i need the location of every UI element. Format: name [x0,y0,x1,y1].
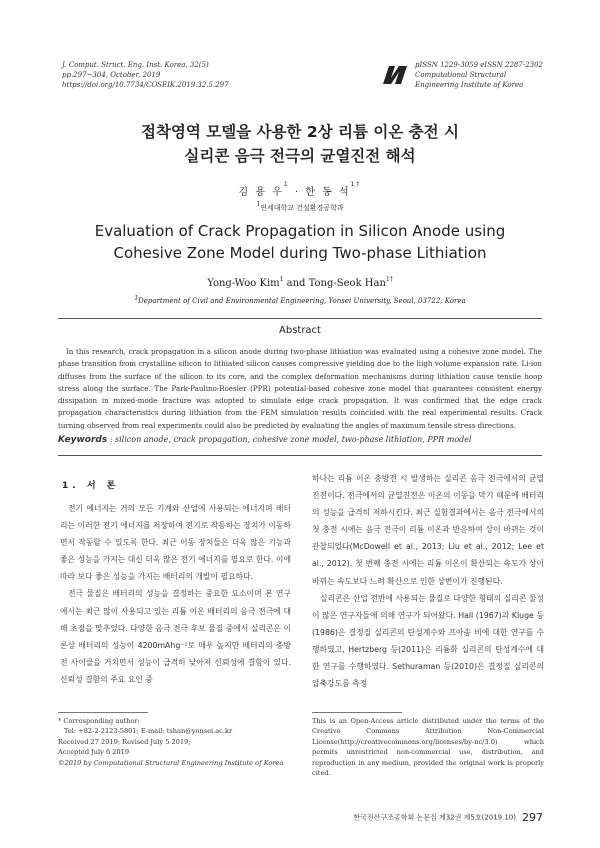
section-heading: 1. 서 론 [62,481,120,491]
affil-en-sup: 1 [134,295,139,302]
affil-en-text: Department of Civil and Environmental Engineering, Yonsei University, Seoul, 03722, Korea [138,297,466,305]
authors-english [0,278,600,289]
author-kr-2: 한 동 석 [305,187,351,198]
journal-doi[interactable]: https://doi.org/10.7734/COSEIK.2019.32.5.297 [62,81,229,89]
page-number: 297 [522,811,543,824]
left-column [60,500,291,688]
title-english-line-2: Cohesive Zone Model during Two-phase Lithiation [113,244,487,262]
author-en-and: and [283,278,309,289]
footnote-accepted: Accepted July 6 2019 [58,748,130,757]
keywords [58,435,542,445]
author-en-2-sup: 1† [385,276,393,283]
footnote-rule-left [58,712,148,713]
abstract-text: In this research, crack propagation in a silicon anode during two-phase lithiation was evaluated using a cohesive zone model. The phase transition from crystalline silicon to lithiated silicon causes compressive yielding due to the high volume expansion rate. Li-ion diffuses from the surface of the silicon to its core, and the complex deformation mechanisms during lithiation cause tensile hoop stress along the surface. The Park-Paulino-Roesler (PPR) potential-based cohesive zone model that guarantees consistent energy dissipation in mixed-mode fracture was adopted to simulate edge crack propagation. It was confirmed that the edge crack propagation characteristics during lithiation from the FEM simulation results coincided with the real experimental results. Crack turning observed from real experiments could also be predicted by evaluating the angles of maximum tensile stress directions. [58,347,542,430]
affiliation-english [0,297,600,305]
abstract-bottom-rule [58,455,542,456]
journal-name-line-2: Engineering Institute of Korea [415,81,524,89]
journal-name-line-1: Computational Structural [415,71,507,79]
abstract-title: Abstract [279,325,321,336]
abstract-top-rule [58,318,542,319]
author-kr-2-sup: 1† [350,181,362,188]
footnote-license: This is an Open-Access article distributed under the terms of the Creative Commons Attribution Non-Commercial License(http://creativecommons.org/licenses/by-nc/3.0) which permits unrestricted non-commercial use, distribution, and reproduction in any medium, provided the original work is properly cited. [312,717,544,778]
keywords-label: Keywords [58,435,108,445]
author-kr-1: 김 용 우 [238,187,284,198]
footnote-contact: Tel: +82-2-2123-5801; E-mail: tshan@yonsei.ac.kr [64,727,233,736]
author-en-1: Yong-Woo Kim [207,278,280,289]
footer-journal: 한국전산구조공학회 논문집 제32권 제5호(2019.10) [353,813,516,822]
footnote-copyright: ©2019 by Computational Structural Engineering Institute of Korea [58,758,284,767]
title-korean-line-2: 실리콘 음극 전극의 균열진전 해석 [184,147,416,165]
footnote-left [58,716,290,768]
title-korean-line-1: 접착영역 모델을 사용한 2상 리튬 이온 충전 시 [140,123,460,141]
footnote-received: Received 27 2019; Revised July 5 2019; [58,737,191,746]
journal-info [415,60,543,90]
journal-citation: J. Comput. Struct. Eng. Inst. Korea, 32(5) [62,61,209,69]
title-english [0,220,600,264]
affil-kr-text: 연세대학교 건설환경공학과 [260,204,344,212]
author-kr-separator: · [289,187,306,198]
authors-korean [0,183,600,198]
keywords-text: : silicon anode, crack propagation, cohesive zone model, two-phase lithiation, PPR model [107,435,472,444]
journal-logo-icon [383,66,407,84]
affiliation-korean [0,203,600,213]
issn: pISSN 1229-3059 eISSN 2287-2302 [415,61,544,69]
right-paragraph-2: 실리콘은 산업 전반에 사용되는 물질로 다양한 형태의 실리콘 물성이 많은 연구자들에 의해 연구가 되어왔다. Hall (1967)과 Kluge 등(1986)은 결정질 실리콘의 탄성계수와 프아송 비에 대한 연구를 수행하였고, Hertzberg 등(2011)은 리튬화 실리콘의 탄성계수에 대한 연구를 수행하였다. Sethuraman 등(2010)은 결정질 실리콘의 압축강도를 측정 [312,593,544,689]
footnote-corresponding: * Corresponding author: [58,717,140,725]
title-english-line-1: Evaluation of Crack Propagation in Silicon Anode using [94,222,506,240]
author-kr-1-sup: 1 [283,181,290,188]
title-korean [0,120,600,168]
author-en-2: Tong-Seok Han [308,278,386,289]
right-column [312,470,544,692]
journal-header [62,60,229,90]
left-paragraph-1: 전기 에너지는 거의 모든 기계와 산업에 사용되는 에너지며 배터리는 이러한 전기 에너지를 저장하여 전기로 작동하는 장치가 이동하면서 작동할 수 있도록 한다. 최근 이동 장치들은 더욱 많은 기능과 좋은 성능을 가지는 대신 더욱 많은 전기 에너지를 필요로 한다. 이에 따라 보다 좋은 성능을 가지는 배터리의 개발이 필요하다. [60,504,291,582]
journal-pages: pp.297~304, October, 2019 [62,71,161,79]
page-footer [300,811,543,824]
right-paragraph-1: 하나는 리튬 이온 충방전 시 발생하는 실리콘 음극 전극에서의 균열진전이다. 전극에서의 균열진전은 이온의 이동을 막기 때문에 배터리의 성능을 급격히 저하시킨다. 최근 실험결과에서는 음극 전극에서의 첫 충전 시에는 음극 전극이 리튬 이온과 반응하여 상이 바뀌는 것이 관찰되었다(McDowell et al., 2013; Liu et al., 2012; Lee et al., 2012). 첫 번째 충전 시에는 리튬 이온이 확산되는 속도가 상이 바뀌는 속도보다 느려 확산으로 인한 상변이가 진행된다. [312,474,544,586]
author-en-1-sup: 1 [279,276,284,283]
left-paragraph-2: 전극 물질은 배터리의 성능을 결정하는 중요한 요소이며 본 연구에서는 최근 많이 사용되고 있는 리튬 이온 배터리의 음극 전극에 대해 초점을 맞추었다. 다양한 음극 전극 후보 물질 중에서 실리콘은 이론상 배터리의 성능이 4200mAhg⁻¹로 매우 높지만 배터리의 충방전 사이클을 거치면서 성능이 급격히 낮아져 신뢰성에 결함이 있다. 신뢰성 결함의 주요 요인 중 [60,589,291,684]
footnote-rule-right [312,712,402,713]
affil-kr-sup: 1 [256,201,261,208]
